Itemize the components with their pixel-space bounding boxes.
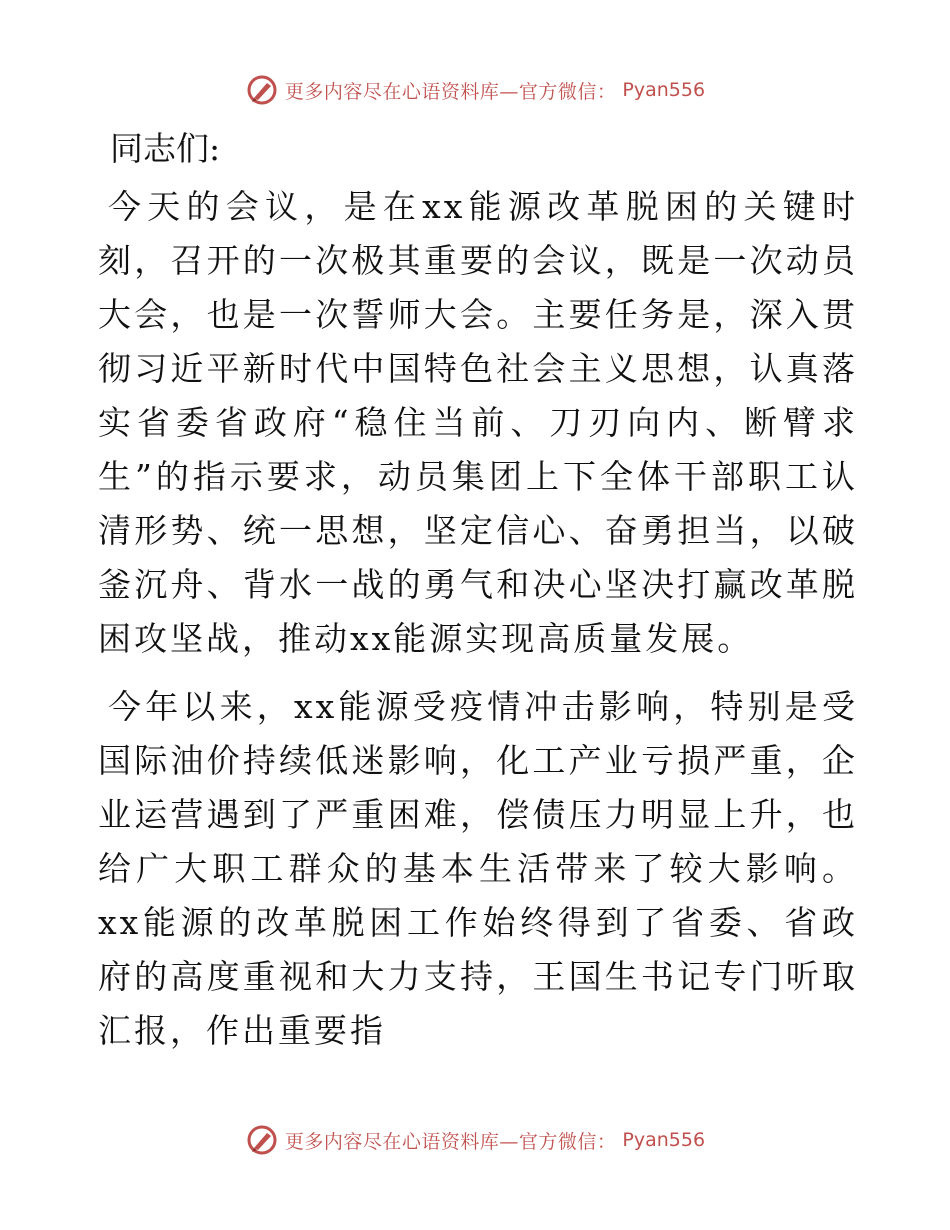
header-watermark xyxy=(0,70,950,110)
footer-watermark xyxy=(0,1120,950,1160)
watermark-text: 更多内容尽在心语资料库—官方微信： xyxy=(284,1130,617,1153)
pen-in-circle-logo-icon xyxy=(245,73,279,107)
watermark-wechat-id: Pyan556 xyxy=(622,79,706,101)
salutation: 同志们: xyxy=(110,129,221,168)
paragraph-2: 今年以来，xx能源受疫情冲击影响，特别是受国际油价持续低迷影响，化工产业亏损严重，企业运营遇到了严重困难，偿债压力明显上升，也给广大职工群众的基本生活带来了较大影响。xx能源的改革脱困工作始终得到了省委、省政府的高度重视和大力支持，王国生书记专门听取汇报，作出重要指 xyxy=(98,687,858,1050)
document-body xyxy=(98,124,858,1072)
paragraph-1: 今天的会议，是在xx能源改革脱困的关键时刻，召开的一次极其重要的会议，既是一次动员大会，也是一次誓师大会。主要任务是，深入贯彻习近平新时代中国特色社会主义思想，认真落实省委省政府“稳住当前、刀刃向内、断臂求生”的指示要求，动员集团上下全体干部职工认清形势、统一思想，坚定信心、奋勇担当，以破釜沉舟、背水一战的勇气和决心坚决打赢改革脱困攻坚战，推动xx能源实现高质量发展。 xyxy=(98,187,858,658)
pen-in-circle-logo-icon xyxy=(245,1123,279,1157)
watermark-wechat-id: Pyan556 xyxy=(622,1129,706,1151)
watermark-text: 更多内容尽在心语资料库—官方微信： xyxy=(284,80,617,103)
